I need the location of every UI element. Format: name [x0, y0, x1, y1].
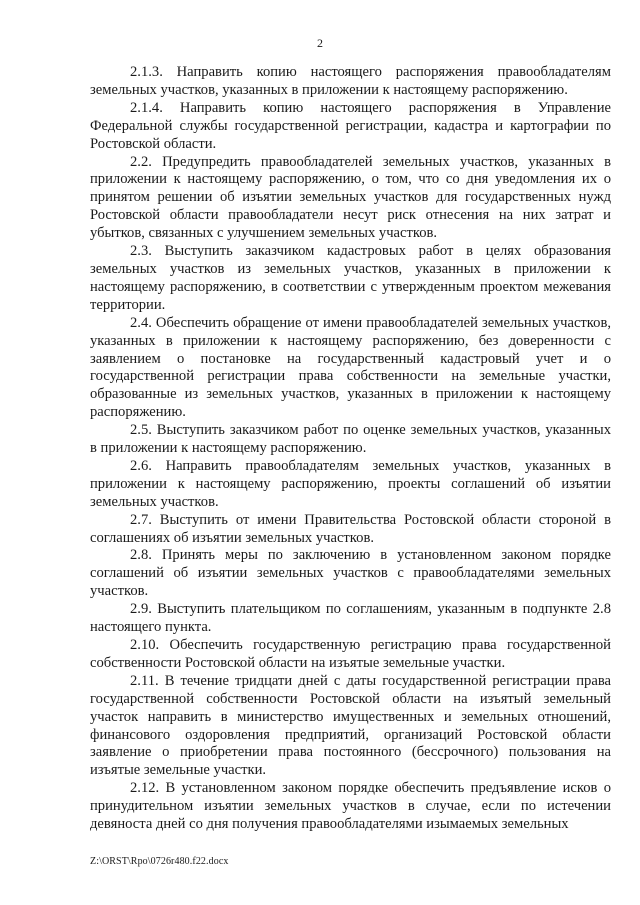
page-number: 2 [317, 36, 323, 50]
paragraph-2-8: 2.8. Принять меры по заключению в установленном законом порядке соглашений об изъятии земельных участков с правообладателями земельных участков. [90, 547, 611, 600]
paragraph-2-3: 2.3. Выступить заказчиком кадастровых работ в целях образования земельных участков из земельных участков, указанных в приложении к настоящему распоряжению, в соответствии с утвержденным проектом межевания территории. [90, 243, 611, 313]
footer-file-path: Z:\ORST\Rpo\0726r480.f22.docx [90, 856, 229, 867]
paragraph-2-7: 2.7. Выступить от имени Правительства Ростовской области стороной в соглашениях об изъятии земельных участков. [90, 511, 611, 546]
paragraph-2-11: 2.11. В течение тридцати дней с даты государственной регистрации права государственной собственности Ростовской области на изъятый земельный участок направить в министерство имущественных и земельных отношений, финансового оздоровления предприятий, организаций Ростовской области заявление о приобретении права постоянного (бессрочного) пользования на изъятые земельные участки. [90, 672, 611, 779]
paragraph-2-10: 2.10. Обеспечить государственную регистрацию права государственной собственности Ростовской области на изъятые земельные участки. [90, 637, 611, 671]
paragraph-2-9: 2.9. Выступить плательщиком по соглашениям, указанным в подпункте 2.8 настоящего пункта. [90, 601, 611, 636]
document-body [90, 64, 611, 834]
paragraph-2-1-3: 2.1.3. Направить копию настоящего распоряжения правообладателям земельных участков, указанных в приложении к настоящему распоряжению. [90, 64, 611, 98]
paragraph-2-4: 2.4. Обеспечить обращение от имени правообладателей земельных участков, указанных в приложении к настоящему распоряжению, без доверенности с заявлением о постановке на государственный кадастровый учет и о государственной регистрации права собственности на земельные участки, образованные из земельных участков, указанных в приложении к настоящему распоряжению. [90, 314, 611, 421]
paragraph-2-1-4: 2.1.4. Направить копию настоящего распоряжения в Управление Федеральной службы государственной регистрации, кадастра и картографии по Ростовской области. [90, 99, 611, 152]
paragraph-2-6: 2.6. Направить правообладателям земельных участков, указанных в приложении к настоящему распоряжению, проекты соглашений об изъятии земельных участков. [90, 457, 611, 510]
paragraph-2-5: 2.5. Выступить заказчиком работ по оценке земельных участков, указанных в приложении к настоящему распоряжению. [90, 422, 611, 457]
paragraph-2-2: 2.2. Предупредить правообладателей земельных участков, указанных в приложении к настоящему распоряжению, о том, что со дня уведомления их о принятом решении об изъятии земельных участков для государственных нужд Ростовской области правообладатели несут риск отнесения на них затрат и убытков, связанных с улучшением земельных участков. [90, 153, 611, 242]
paragraph-2-12: 2.12. В установленном законом порядке обеспечить предъявление исков о принудительном изъятии земельных участков в случае, если по истечении девяноста дней со дня получения правообладателями изымаемых земельных [90, 780, 611, 833]
